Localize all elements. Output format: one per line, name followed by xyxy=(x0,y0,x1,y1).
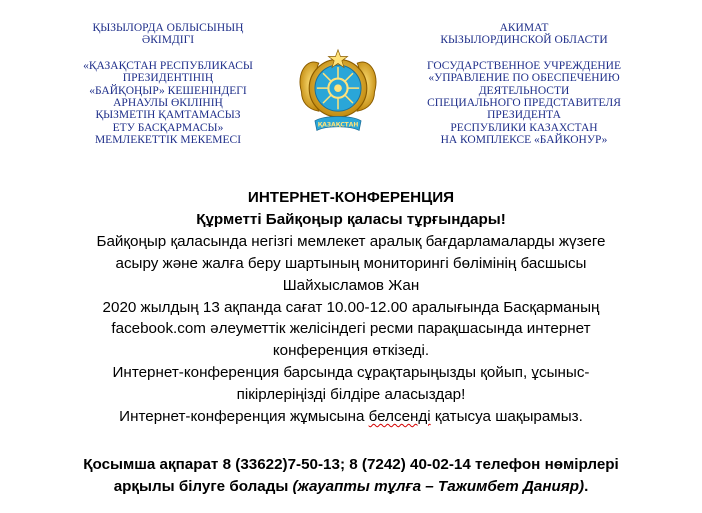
contact-period: . xyxy=(584,477,589,495)
header-right-line: ПРЕЗИДЕНТА xyxy=(487,109,561,122)
contact-info xyxy=(20,454,682,498)
header-right-russian xyxy=(418,22,630,147)
body-line-invitation xyxy=(50,406,652,428)
header-right-line: «УПРАВЛЕНИЕ ПО ОБЕСПЕЧЕНИЮ xyxy=(428,72,620,85)
invitation-end: қатысуа шақырамыз. xyxy=(430,408,583,426)
header-left-line: ЕТУ БАСҚАРМАСЫ» xyxy=(112,121,224,134)
announcement-body xyxy=(50,187,652,428)
header-right-line: КЫЗЫЛОРДИНСКОЙ ОБЛАСТИ xyxy=(440,34,608,47)
body-line: асыру және жалға беру шартының мониторингі бөлімінің басшысы xyxy=(115,254,587,272)
body-line: Интернет-конференция барсында сұрақтарыңызды қойып, ұсыныс- xyxy=(112,364,590,382)
header-right-line: ГОСУДАРСТВЕННОЕ УЧРЕЖДЕНИЕ xyxy=(426,59,622,72)
header-left-line: АРНАУЛЫ ӨКІЛІНІҢ xyxy=(113,97,223,110)
body-line: facebook.com әлеуметтік желісіндегі ресми парақшасында интернет xyxy=(111,320,591,338)
header-right-line: РЕСПУБЛИКИ КАЗАХСТАН xyxy=(450,121,598,134)
header-left-line: «БАЙҚОҢЫР» КЕШЕНІНДЕГІ xyxy=(89,84,247,97)
body-line: пікірлеріңізді білдіре аласыздар! xyxy=(236,386,466,404)
responsible-person: (жауапты тұлға – Тажимбет Данияр) xyxy=(292,477,585,495)
kazakhstan-emblem-icon xyxy=(290,44,386,140)
header-left-line: МЕМЛЕКЕТТІК МЕКЕМЕСІ xyxy=(94,134,242,147)
contact-line-2 xyxy=(20,476,682,498)
header-left-line: ПРЕЗИДЕНТІНІҢ xyxy=(122,72,214,85)
header-right-line: ДЕЯТЕЛЬНОСТИ xyxy=(478,84,570,97)
header-left-line: ӘКІМДІГІ xyxy=(141,34,195,47)
body-line: Байқоңыр қаласында негізгі мемлекет аралық бағдарламаларды жүзеге xyxy=(96,232,606,250)
contact-text: арқылы білуге болады xyxy=(113,477,293,495)
header-right-line: СПЕЦИАЛЬНОГО ПРЕДСТАВИТЕЛЯ xyxy=(427,97,621,110)
header-left-kazakh xyxy=(62,22,274,147)
emblem-ribbon-text: ҚАЗАҚСТАН xyxy=(317,121,359,129)
header-right-line: НА КОМПЛЕКСЕ «БАЙКОНУР» xyxy=(440,134,608,147)
body-line: Шайхысламов Жан xyxy=(282,276,420,294)
body-line: 2020 жылдың 13 ақпанда сағат 10.00-12.00 аралығында Басқарманың xyxy=(102,298,600,316)
body-line: конференция өткізеді. xyxy=(272,342,430,360)
header-left-line: ҚЫЗЫЛОРДА ОБЛЫСЫНЫҢ xyxy=(92,22,244,34)
header-left-line: ҚЫЗМЕТІН ҚАМТАМАСЫЗ xyxy=(95,109,241,122)
spellcheck-word: белсенді xyxy=(368,408,431,426)
greeting: Құрметті Байқоңыр қаласы тұрғындары! xyxy=(196,210,506,228)
announcement-title: ИНТЕРНЕТ-КОНФЕРЕНЦИЯ xyxy=(247,189,455,206)
invitation-start: Интернет-конференция жұмысына xyxy=(119,408,369,426)
header-left-line: «ҚАЗАҚСТАН РЕСПУБЛИКАСЫ xyxy=(83,59,253,72)
header-right-line: АКИМАТ xyxy=(499,22,549,34)
contact-line: Қосымша ақпарат 8 (33622)7-50-13; 8 (7242) 40-02-14 телефон нөмірлері xyxy=(83,456,619,473)
